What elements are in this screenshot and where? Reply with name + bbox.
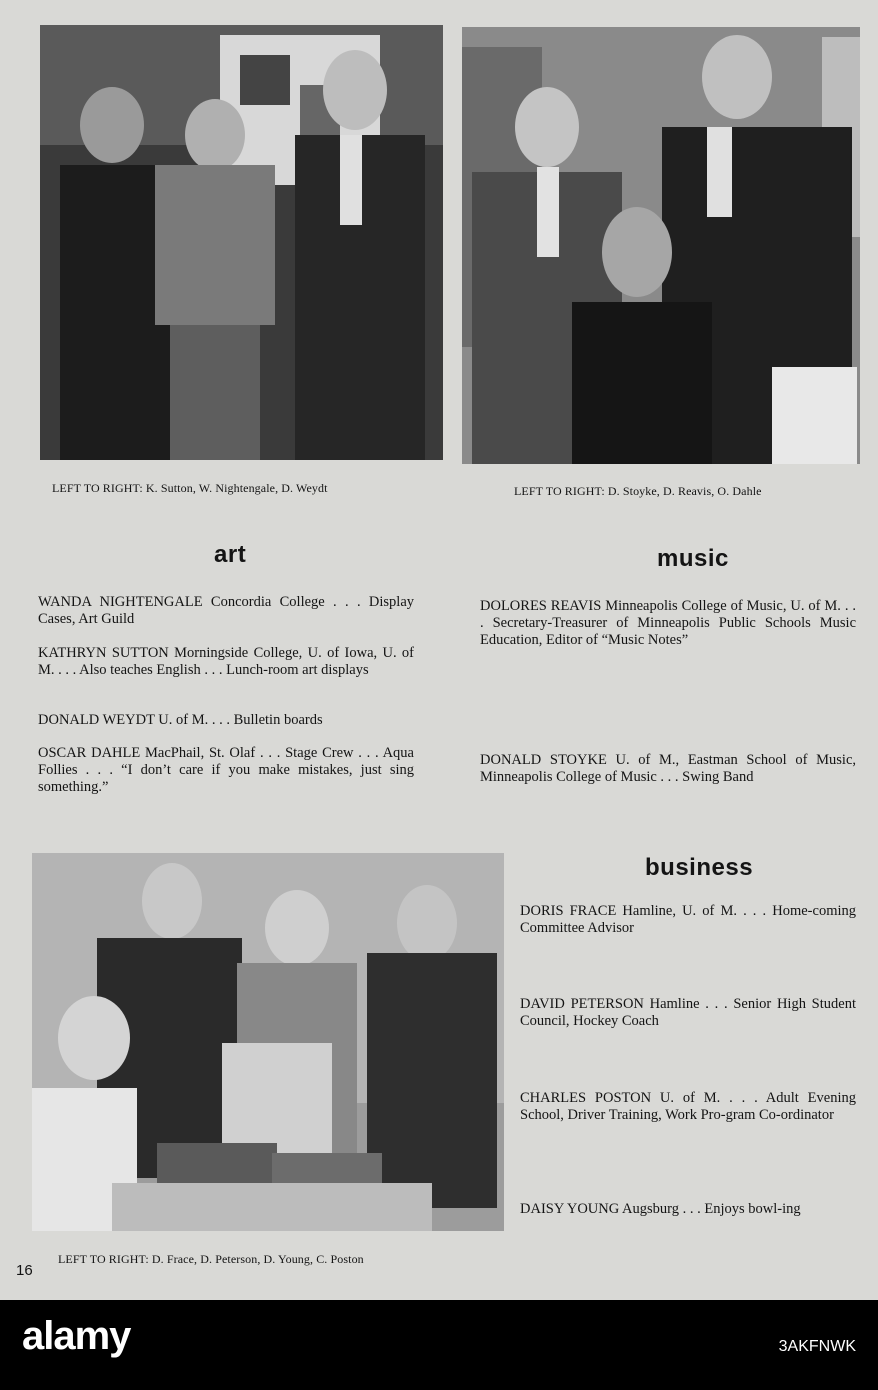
entry-business-2: CHARLES POSTON U. of M. . . . Adult Evening School, Driver Training, Work Pro-gram Co-ordinator bbox=[520, 1090, 856, 1123]
entry-art-0: WANDA NIGHTENGALE Concordia College . . . Display Cases, Art Guild bbox=[38, 594, 414, 627]
section-title-business: business bbox=[645, 854, 754, 881]
photo-music-faculty bbox=[462, 27, 860, 464]
entry-music-0: DOLORES REAVIS Minneapolis College of Music, U. of M. . . . Secretary-Treasurer of Minneapolis Public Schools Music Education, Editor of “Music Notes” bbox=[480, 598, 856, 648]
photo-art-faculty bbox=[40, 25, 443, 460]
watermark-footer bbox=[0, 1300, 878, 1390]
page-number: 16 bbox=[16, 1262, 33, 1279]
entry-art-1: KATHRYN SUTTON Morningside College, U. of Iowa, U. of M. . . . Also teaches English . . . Lunch-room art displays bbox=[38, 645, 414, 678]
image-id: 3AKFNWK bbox=[778, 1338, 856, 1355]
entry-business-1: DAVID PETERSON Hamline . . . Senior High Student Council, Hockey Coach bbox=[520, 996, 856, 1029]
photo-business-faculty bbox=[32, 853, 504, 1231]
section-title-art: art bbox=[214, 541, 247, 568]
alamy-logo: alamy bbox=[22, 1314, 131, 1358]
entry-business-0: DORIS FRACE Hamline, U. of M. . . . Home-coming Committee Advisor bbox=[520, 903, 856, 936]
entry-business-3: DAISY YOUNG Augsburg . . . Enjoys bowl-ing bbox=[520, 1201, 801, 1217]
caption-business-photo: LEFT TO RIGHT: D. Frace, D. Peterson, D. Young, C. Poston bbox=[58, 1252, 364, 1266]
entry-music-1: DONALD STOYKE U. of M., Eastman School of Music, Minneapolis College of Music . . . Swing Band bbox=[480, 752, 856, 785]
section-title-music: music bbox=[657, 545, 729, 572]
caption-art-photo: LEFT TO RIGHT: K. Sutton, W. Nightengale, D. Weydt bbox=[52, 481, 328, 495]
entry-art-3: OSCAR DAHLE MacPhail, St. Olaf . . . Stage Crew . . . Aqua Follies . . . “I don’t care if you make mistakes, just sing something.” bbox=[38, 745, 414, 795]
entry-art-2: DONALD WEYDT U. of M. . . . Bulletin boards bbox=[38, 712, 323, 728]
caption-music-photo: LEFT TO RIGHT: D. Stoyke, D. Reavis, O. Dahle bbox=[514, 484, 762, 498]
